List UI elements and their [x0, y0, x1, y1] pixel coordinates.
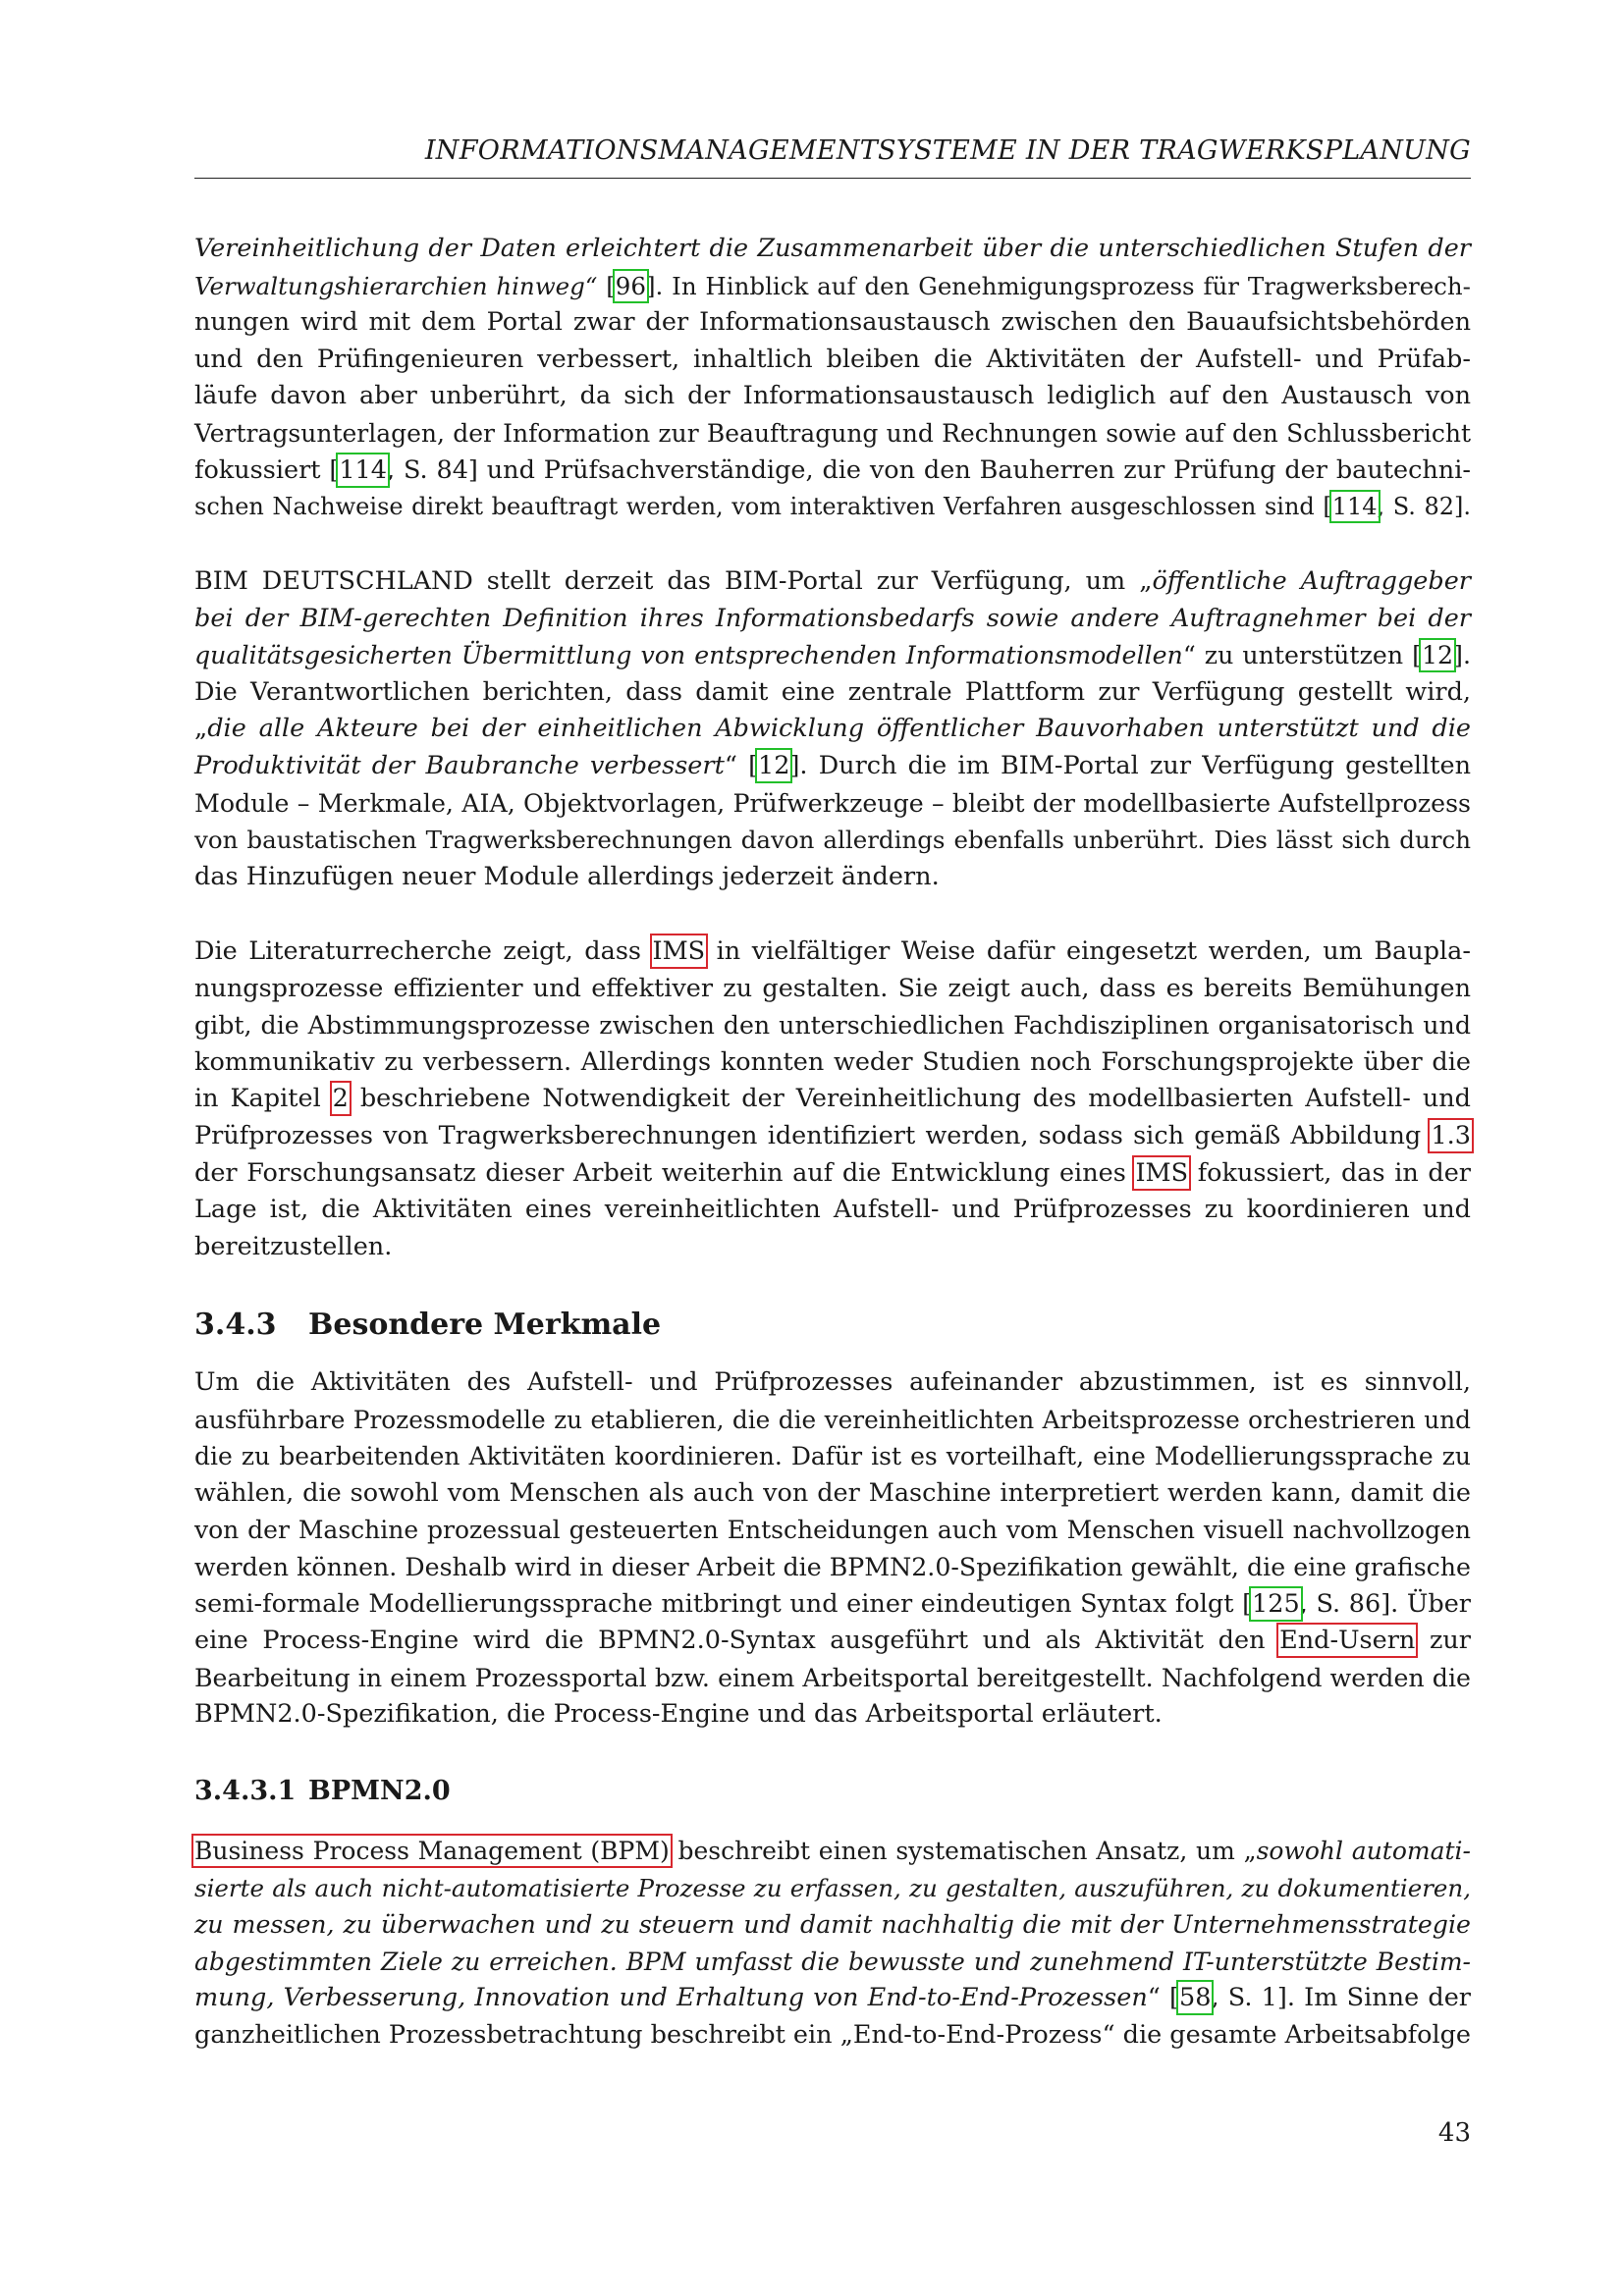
- citation-link[interactable]: 96: [615, 271, 646, 300]
- text-line: bereitzustellen.: [194, 1231, 393, 1261]
- text-line: kommunikativ zu verbessern. Allerdings konnten weder Studien noch Forschungsprojekte über die: [194, 1046, 1471, 1077]
- text-line: Business Process Management (BPM) beschreibt einen systematischen Ansatz, um „sowohl automati-: [194, 1837, 1471, 1865]
- glossary-link[interactable]: End-Usern: [1279, 1626, 1416, 1656]
- section-title: Besondere Merkmale: [308, 1308, 662, 1342]
- citation-link[interactable]: 114: [339, 454, 387, 485]
- paragraph-literature: [194, 934, 1471, 1265]
- text-line: läufe davon aber unberührt, da sich der Informationsaustausch lediglich auf den Austausch von: [194, 381, 1471, 411]
- text-line: von baustatischen Tragwerksberechnungen davon allerdings ebenfalls unberührt. Dies lässt sich durch: [194, 826, 1471, 855]
- text-line: Produktivität der Baubranche verbessert“ [12]. Durch die im BIM-Portal zur Verfügung gestellten: [194, 750, 1472, 780]
- text-line: eine Process-Engine wird die BPMN2.0-Syntax ausgeführt und als Aktivität den End-Usern zur: [194, 1626, 1471, 1656]
- section-number: 3.4.3: [194, 1308, 277, 1342]
- paragraph-bim-portal: [194, 563, 1471, 895]
- acronym-link[interactable]: IMS: [1135, 1157, 1189, 1188]
- subsection-title: BPMN2.0: [308, 1776, 451, 1806]
- text-line: Verwaltungshierarchien hinweg“ [96]. In Hinblick auf den Genehmigungsprozess für Tragwerksberech-: [194, 271, 1471, 300]
- citation-link[interactable]: 12: [758, 750, 790, 780]
- text-line: BPMN2.0-Spezifikation, die Process-Engine und das Arbeitsportal erläutert.: [194, 1699, 1163, 1730]
- citation-link[interactable]: 114: [1331, 493, 1378, 521]
- running-header: INFORMATIONSMANAGEMENTSYSTEME IN DER TRAGWERKSPLANUNG: [424, 135, 1471, 166]
- text-line: mung, Verbesserung, Innovation und Erhaltung von End-to-End-Prozessen“ [58, S. 1]. Im Sinne der: [194, 1983, 1472, 2013]
- text-line: von der Maschine prozessual gesteuerten Entscheidungen auch vom Menschen visuell nachvollzogen: [194, 1516, 1471, 1545]
- text-line: wählen, die sowohl vom Menschen als auch von der Maschine interpretiert werden kann, damit die: [194, 1477, 1471, 1508]
- paragraph-portal-1: [194, 231, 1471, 526]
- text-line: Vereinheitlichung der Daten erleichtert die Zusammenarbeit über die unterschiedlichen Stufen der: [194, 234, 1471, 263]
- text-line: zu messen, zu überwachen und zu steuern und damit nachhaltig die mit der Unternehmensstrategie: [194, 1910, 1471, 1940]
- citation-link[interactable]: 12: [1421, 641, 1454, 670]
- text-line: bei der BIM-gerechten Definition ihres Informationsbedarfs sowie andere Auftragnehmer bei der: [194, 603, 1471, 633]
- text-line: Vertragsunterlagen, der Information zur Beauftragung und Rechnungen sowie auf den Schlussbericht: [194, 418, 1471, 448]
- text-line: fokussiert [114, S. 84] und Prüfsachverständige, die von den Bauherren zur Prüfung der bautechni-: [194, 454, 1472, 485]
- figure-link[interactable]: 1.3: [1431, 1120, 1471, 1150]
- text-line: abgestimmten Ziele zu erreichen. BPM umfasst die bewusste und zunehmend IT-unterstützte Bestim-: [194, 1947, 1471, 1976]
- text-line: semi-formale Modellierungssprache mitbringt und einer eindeutigen Syntax folgt [125, S. 86]. Über: [194, 1588, 1471, 1619]
- text-line: und den Prüfingenieuren verbessert, inhaltlich bleiben die Aktivitäten der Aufstell- und Prüfab-: [194, 344, 1471, 374]
- section-heading: [194, 1308, 661, 1342]
- text-line: BIM DEUTSCHLAND stellt derzeit das BIM-Portal zur Verfügung, um „öffentliche Auftraggeber: [194, 566, 1472, 596]
- text-line: schen Nachweise direkt beauftragt werden, vom interaktiven Verfahren ausgeschlossen sind [114, S. 82].: [194, 493, 1471, 521]
- text-line: „die alle Akteure bei der einheitlichen Abwicklung öffentlicher Bauvorhaben unterstützt und die: [194, 714, 1471, 744]
- text-line: nungen wird mit dem Portal zwar der Informationsaustausch zwischen den Bauaufsichtsbehörden: [194, 307, 1471, 338]
- page-number: 43: [1437, 2118, 1471, 2148]
- paragraph-bpmn: [194, 1833, 1471, 2055]
- text-line: qualitätsgesicherten Übermittlung von entsprechenden Informationsmodellen“ zu unterstützen [12].: [194, 641, 1472, 670]
- subsection-heading: [194, 1776, 451, 1806]
- text-line: sierte als auch nicht-automatisierte Prozesse zu erfassen, zu gestalten, auszuführen, zu dokumentieren,: [194, 1873, 1471, 1902]
- text-line: Module – Merkmale, AIA, Objektvorlagen, Prüfwerkzeuge – bleibt der modellbasierte Aufstellprozess: [194, 788, 1471, 818]
- text-line: Die Literaturrecherche zeigt, dass IMS in vielfältiger Weise dafür eingesetzt werden, um Baupla-: [194, 936, 1471, 966]
- paragraph-merkmale: [194, 1364, 1471, 1734]
- text-line: Die Verantwortlichen berichten, dass damit eine zentrale Plattform zur Verfügung gestellt wird,: [194, 676, 1471, 707]
- text-line: das Hinzufügen neuer Module allerdings jederzeit ändern.: [194, 861, 940, 891]
- text-line: gibt, die Abstimmungsprozesse zwischen den unterschiedlichen Fachdisziplinen organisatorisch und: [194, 1011, 1471, 1041]
- citation-link[interactable]: 125: [1252, 1588, 1300, 1619]
- acronym-link[interactable]: Business Process Management (BPM): [194, 1837, 670, 1865]
- text-line: ausführbare Prozessmodelle zu etablieren, die die vereinheitlichten Arbeitsprozesse orchestrieren und: [194, 1405, 1471, 1434]
- text-line: in Kapitel 2 beschriebene Notwendigkeit der Vereinheitlichung des modellbasierten Aufstell- und: [194, 1084, 1471, 1114]
- text-line: Prüfprozesses von Tragwerksberechnungen identifiziert werden, sodass sich gemäß Abbildung 1.3: [194, 1120, 1471, 1150]
- text-line: Bearbeitung in einem Prozessportal bzw. einem Arbeitsportal bereitgestellt. Nachfolgend werden die: [194, 1663, 1471, 1692]
- text-line: Um die Aktivitäten des Aufstell- und Prüfprozesses aufeinander abzustimmen, ist es sinnvoll,: [194, 1367, 1471, 1397]
- text-line: Lage ist, die Aktivitäten eines vereinheitlichten Aufstell- und Prüfprozesses zu koordinieren und: [194, 1195, 1471, 1225]
- subsection-number: 3.4.3.1: [194, 1776, 297, 1806]
- acronym-link[interactable]: IMS: [652, 936, 706, 966]
- text-line: nungsprozesse effizienter und effektiver zu gestalten. Sie zeigt auch, dass es bereits Bemühungen: [194, 973, 1471, 1003]
- text-line: der Forschungsansatz dieser Arbeit weiterhin auf die Entwicklung eines IMS fokussiert, das in der: [194, 1157, 1471, 1188]
- citation-link[interactable]: 58: [1178, 1983, 1212, 2013]
- header-rule: [194, 178, 1471, 179]
- text-line: die zu bearbeitenden Aktivitäten koordinieren. Dafür ist es vorteilhaft, eine Modellierungssprache zu: [194, 1442, 1471, 1471]
- text-line: werden können. Deshalb wird in dieser Arbeit die BPMN2.0-Spezifikation gewählt, die eine grafische: [194, 1552, 1471, 1581]
- chapter-link[interactable]: 2: [332, 1084, 349, 1114]
- text-line: ganzheitlichen Prozessbetrachtung beschreibt ein „End-to-End-Prozess“ die gesamte Arbeitsabfolge: [194, 2019, 1472, 2050]
